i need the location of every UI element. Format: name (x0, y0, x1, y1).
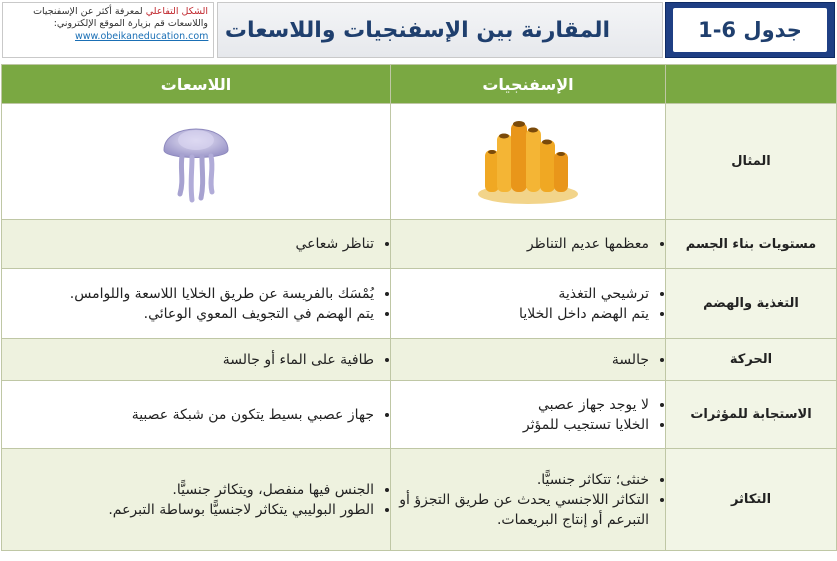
website-link[interactable]: www.obeikaneducation.com (75, 31, 209, 42)
column-header-sponges: الإسفنجيات (391, 65, 666, 104)
row-label-example: المثال (666, 104, 837, 220)
table-number: جدول 6-1 (673, 8, 827, 52)
cnidarians-response (2, 381, 391, 449)
row-reproduction (2, 449, 837, 551)
list-item: • يتم الهضم في التجويف المعوي الوعائي. (2, 304, 374, 324)
title-bar (217, 2, 663, 58)
info-line-1 (7, 6, 208, 18)
list-item: • تناظر شعاعي (2, 234, 374, 254)
list-item: • جهاز عصبي بسيط يتكون من شبكة عصبية (2, 405, 374, 425)
sponges-nutrition (391, 269, 666, 339)
cnidarians-nutrition (2, 269, 391, 339)
info-line1-rest: لمعرفة أكثر عن الإسفنجيات (33, 6, 146, 17)
sponges-symmetry (391, 220, 666, 269)
list-item: • يتم الهضم داخل الخلايا (391, 304, 649, 324)
cnidarians-movement (2, 339, 391, 381)
row-nutrition (2, 269, 837, 339)
list-item: • طافية على الماء أو جالسة (2, 350, 374, 370)
comparison-table (1, 64, 837, 551)
sponge-image (473, 112, 583, 207)
sponges-response (391, 381, 666, 449)
cnidarians-symmetry (2, 220, 391, 269)
cnidarians-reproduction (2, 449, 391, 551)
row-label-symmetry: مستويات بناء الجسم (666, 220, 837, 269)
list-item: • لا يوجد جهاز عصبي (391, 395, 649, 415)
sponge-image-cell (391, 104, 666, 220)
sponges-movement (391, 339, 666, 381)
row-example (2, 104, 837, 220)
list-item: • الطور البوليبي يتكاثر لاجنسيًّا بوساطة التبرعم. (2, 500, 374, 520)
sponges-reproduction (391, 449, 666, 551)
row-label-reproduction: التكاثر (666, 449, 837, 551)
list-item: • خنثى؛ تتكاثر جنسيًّا. (391, 470, 649, 490)
list-item: • التكاثر اللاجنسي يحدث عن طريق التجزؤ أو التبرعم أو إنتاج البريعمات. (391, 490, 649, 530)
row-symmetry (2, 220, 837, 269)
info-line-2: واللاسعات قم بزيارة الموقع الإلكتروني: (53, 18, 208, 29)
table-number-panel (665, 2, 835, 58)
row-label-movement: الحركة (666, 339, 837, 381)
list-item: • الخلايا تستجيب للمؤثر (391, 415, 649, 435)
info-highlight: الشكل التفاعلي (145, 6, 208, 17)
jellyfish-image-cell (2, 104, 391, 220)
table-title: المقارنة بين الإسفنجيات واللاسعات (224, 17, 610, 43)
row-label-response: الاستجابة للمؤثرات (666, 381, 837, 449)
row-movement (2, 339, 837, 381)
header-row (2, 65, 837, 104)
list-item: • الجنس فيها منفصل، ويتكاثر جنسيًّا. (2, 480, 374, 500)
jellyfish-image (156, 110, 236, 210)
list-item: • ترشيحي التغذية (391, 284, 649, 304)
list-item: • يُمْسَك بالفريسة عن طريق الخلايا اللاسعة واللوامس. (2, 284, 374, 304)
interactive-info-box (2, 2, 214, 58)
column-header-cnidarians: اللاسعات (2, 65, 391, 104)
list-item: • معظمها عديم التناظر (391, 234, 649, 254)
row-label-nutrition: التغذية والهضم (666, 269, 837, 339)
page-header (0, 0, 837, 62)
column-header-blank (666, 65, 837, 104)
row-response (2, 381, 837, 449)
list-item: • جالسة (391, 350, 649, 370)
